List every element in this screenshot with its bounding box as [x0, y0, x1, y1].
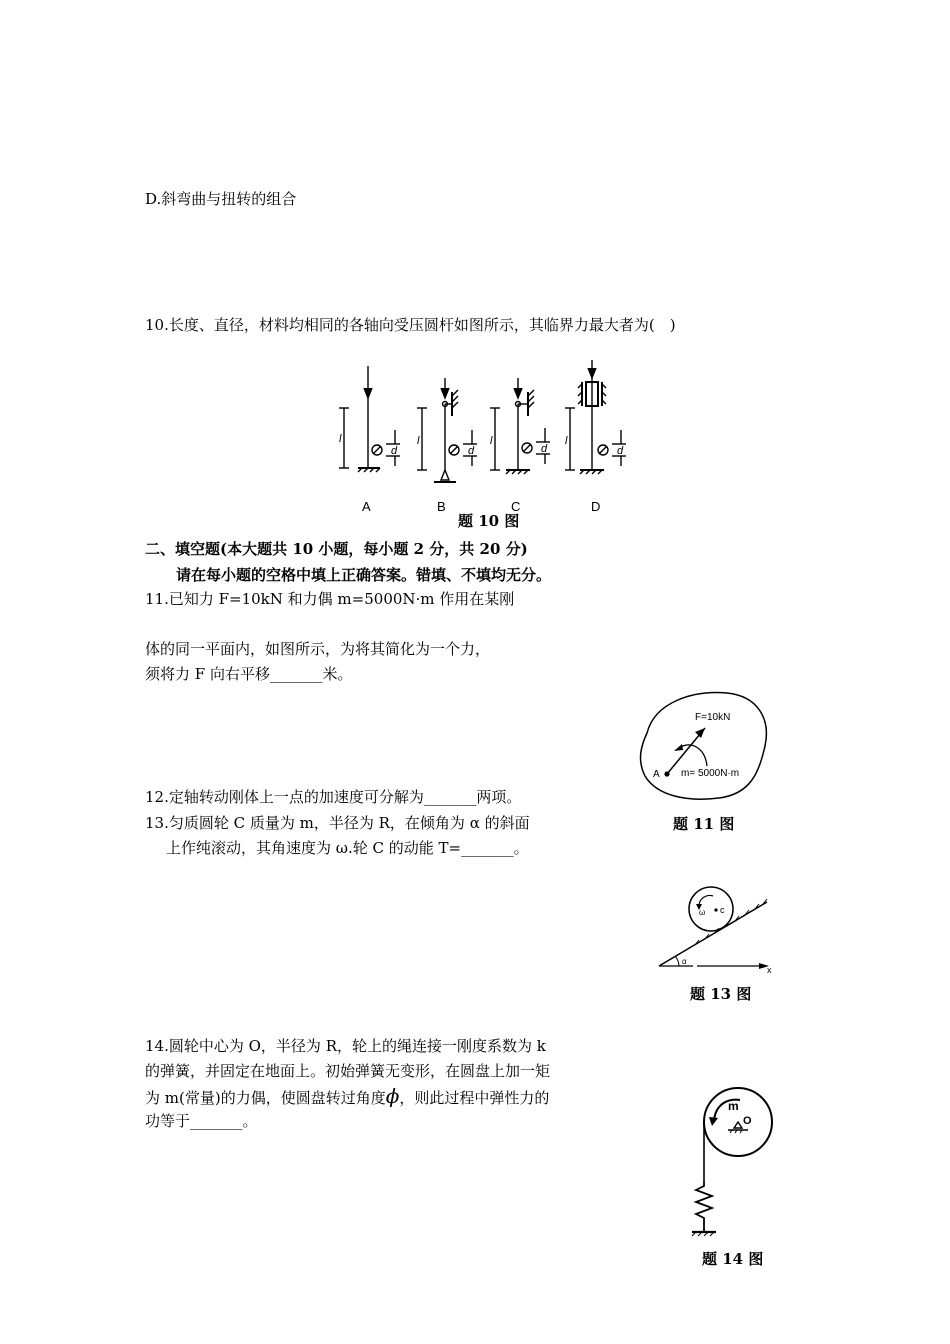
q13-line1: 13.匀质圆轮 C 质量为 m，半径为 R，在倾角为 α 的斜面: [145, 814, 530, 832]
q14-line3b: ，则此过程中弹性力的: [399, 1089, 550, 1107]
q9-option-d: D.斜弯曲与扭转的组合: [145, 190, 297, 208]
q11-fig-point: A: [653, 769, 660, 780]
q10-dim-l-d: l: [565, 435, 568, 447]
q10-label-a: A: [362, 499, 371, 514]
q14-figure: [688, 1086, 788, 1246]
q11-fig-moment: m= 5000N·m: [681, 768, 740, 779]
section2-title: 二、填空题(本大题共 10 小题，每小题 2 分，共 20 分): [145, 540, 528, 558]
q14-fig-m: m: [728, 1099, 739, 1113]
q10-dim-l-c: l: [490, 435, 493, 447]
q13-figure: [655, 876, 805, 976]
q10-dim-d-b: d: [468, 445, 475, 457]
q10-dim-d-d: d: [617, 445, 624, 457]
q14-phi: ϕ: [385, 1084, 400, 1108]
q10-dim-l-b: l: [417, 435, 420, 447]
q10-caption: 题 10 图: [458, 512, 520, 530]
q10-label-d: D: [591, 499, 601, 514]
q13-fig-center: c: [720, 905, 725, 915]
q14-fig-o: O: [743, 1115, 752, 1127]
q13-fig-omega: ω: [699, 908, 706, 917]
q11-line3: 须将力 F 向右平移_______米。: [145, 665, 353, 683]
q10-dim-d-a: d: [391, 445, 398, 457]
q13-line2: 上作纯滚动，其角速度为 ω.轮 C 的动能 T=_______。: [166, 839, 529, 857]
q14-line4: 功等于_______。: [145, 1112, 258, 1130]
q10-dim-d-c: d: [541, 443, 548, 455]
q11-figure: [635, 688, 775, 803]
q14-line3a: 为 m(常量)的力偶，使圆盘转过角度: [145, 1089, 386, 1107]
q10-figure: [330, 358, 640, 514]
q14-line3: [145, 1086, 549, 1108]
q12-line1: 12.定轴转动刚体上一点的加速度可分解为_______两项。: [145, 788, 522, 806]
q10-column-b: [417, 378, 477, 482]
section2-instruction: 请在每小题的空格中填上正确答案。错填、不填均无分。: [176, 566, 552, 584]
q11-caption: 题 11 图: [673, 815, 735, 833]
q11-line1: 11.已知力 F=10kN 和力偶 m=5000N·m 作用在某刚: [145, 590, 515, 608]
q14-line2: 的弹簧，并固定在地面上。初始弹簧无变形，在圆盘上加一矩: [145, 1062, 551, 1080]
q13-fig-alpha: α: [682, 957, 687, 966]
q11-fig-force: F=10kN: [695, 712, 731, 723]
q13-fig-x: x: [767, 965, 772, 975]
q14-line1: 14.圆轮中心为 O，半径为 R，轮上的绳连接一刚度系数为 k: [145, 1037, 546, 1055]
q10-column-c: [490, 378, 550, 474]
q13-caption: 题 13 图: [690, 985, 752, 1003]
q10-label-c: C: [511, 499, 521, 514]
q10-stem: 10.长度、直径，材料均相同的各轴向受压圆杆如图所示，其临界力最大者为( ): [145, 316, 676, 334]
q11-line2: 体的同一平面内，如图所示，为将其简化为一个力，: [145, 640, 491, 658]
q14-caption: 题 14 图: [702, 1250, 764, 1268]
q10-label-b: B: [437, 499, 446, 514]
q10-dim-l-a: l: [339, 433, 342, 445]
